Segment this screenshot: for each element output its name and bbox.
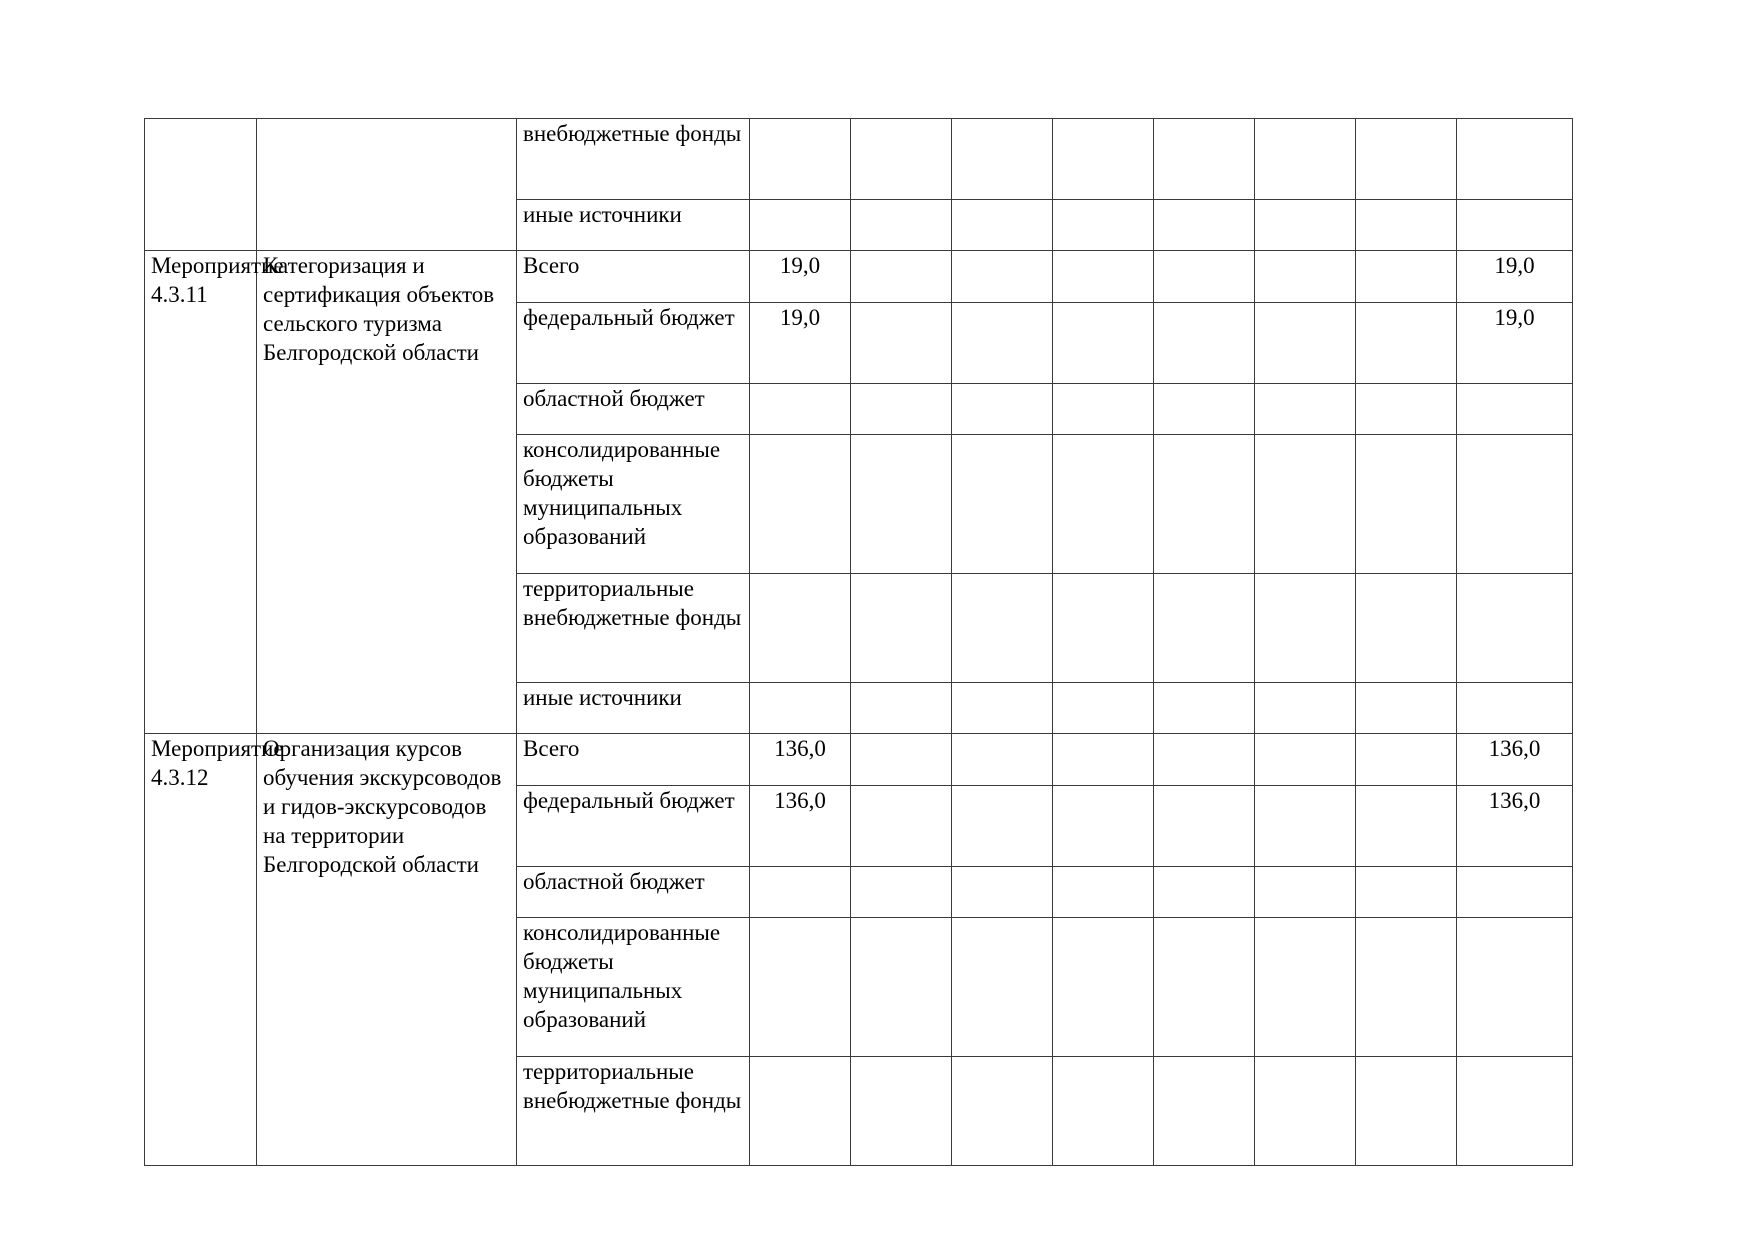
total-value-cell bbox=[750, 384, 851, 435]
value-cell bbox=[851, 119, 952, 200]
source-cell: областной бюджет bbox=[517, 384, 750, 435]
value-cell bbox=[1154, 734, 1255, 786]
total-value-cell: 136,0 bbox=[750, 786, 851, 867]
value-cell bbox=[1356, 683, 1457, 734]
value-cell bbox=[1154, 683, 1255, 734]
total-value-cell: 19,0 bbox=[750, 251, 851, 303]
final-year-value-cell: 136,0 bbox=[1457, 786, 1573, 867]
value-cell bbox=[1053, 734, 1154, 786]
value-cell bbox=[851, 574, 952, 683]
value-cell bbox=[1053, 574, 1154, 683]
value-cell bbox=[1356, 867, 1457, 918]
event-label-cell: Мероприятие 4.3.12 bbox=[145, 734, 257, 1166]
value-cell bbox=[1154, 867, 1255, 918]
value-cell bbox=[1053, 683, 1154, 734]
value-cell bbox=[952, 303, 1053, 384]
total-value-cell bbox=[750, 867, 851, 918]
value-cell bbox=[952, 119, 1053, 200]
source-cell: федеральный бюджет bbox=[517, 786, 750, 867]
total-value-cell bbox=[750, 1057, 851, 1166]
source-cell: федеральный бюджет bbox=[517, 303, 750, 384]
value-cell bbox=[952, 786, 1053, 867]
value-cell bbox=[851, 683, 952, 734]
final-year-value-cell bbox=[1457, 435, 1573, 574]
value-cell bbox=[1356, 119, 1457, 200]
final-year-value-cell bbox=[1457, 1057, 1573, 1166]
value-cell bbox=[1053, 251, 1154, 303]
value-cell bbox=[1255, 1057, 1356, 1166]
final-year-value-cell bbox=[1457, 683, 1573, 734]
value-cell bbox=[1255, 303, 1356, 384]
total-value-cell bbox=[750, 574, 851, 683]
value-cell bbox=[952, 683, 1053, 734]
value-cell bbox=[1356, 384, 1457, 435]
value-cell bbox=[851, 384, 952, 435]
value-cell bbox=[1255, 251, 1356, 303]
value-cell bbox=[1255, 200, 1356, 251]
value-cell bbox=[1255, 683, 1356, 734]
event-title-cell: Организация курсов обучения экскурсоводов и гидов-экскурсоводов на территории Белгородской области bbox=[257, 734, 517, 1166]
value-cell bbox=[1356, 303, 1457, 384]
final-year-value-cell bbox=[1457, 574, 1573, 683]
value-cell bbox=[1154, 384, 1255, 435]
value-cell bbox=[1154, 574, 1255, 683]
total-value-cell: 19,0 bbox=[750, 303, 851, 384]
value-cell bbox=[1255, 119, 1356, 200]
source-cell: внебюджетные фонды bbox=[517, 119, 750, 200]
value-cell bbox=[952, 384, 1053, 435]
value-cell bbox=[1255, 918, 1356, 1057]
value-cell bbox=[952, 734, 1053, 786]
event-title-cell bbox=[257, 119, 517, 251]
final-year-value-cell bbox=[1457, 867, 1573, 918]
value-cell bbox=[952, 918, 1053, 1057]
value-cell bbox=[1356, 918, 1457, 1057]
value-cell bbox=[1053, 786, 1154, 867]
value-cell bbox=[1255, 435, 1356, 574]
value-cell bbox=[750, 200, 851, 251]
source-cell: Всего bbox=[517, 251, 750, 303]
value-cell bbox=[1457, 200, 1573, 251]
value-cell bbox=[1255, 786, 1356, 867]
source-cell: Всего bbox=[517, 734, 750, 786]
final-year-value-cell: 136,0 bbox=[1457, 734, 1573, 786]
value-cell bbox=[851, 786, 952, 867]
value-cell bbox=[1053, 435, 1154, 574]
value-cell bbox=[1154, 918, 1255, 1057]
source-cell: консолидированные бюджеты муниципальных образований bbox=[517, 435, 750, 574]
value-cell bbox=[952, 1057, 1053, 1166]
value-cell bbox=[1053, 1057, 1154, 1166]
total-value-cell bbox=[750, 435, 851, 574]
value-cell bbox=[1053, 119, 1154, 200]
value-cell bbox=[1154, 786, 1255, 867]
total-value-cell: 136,0 bbox=[750, 734, 851, 786]
value-cell bbox=[750, 119, 851, 200]
table-row bbox=[145, 734, 1573, 786]
value-cell bbox=[1255, 734, 1356, 786]
final-year-value-cell: 19,0 bbox=[1457, 303, 1573, 384]
final-year-value-cell bbox=[1457, 384, 1573, 435]
value-cell bbox=[1053, 200, 1154, 251]
value-cell bbox=[1154, 251, 1255, 303]
source-cell: областной бюджет bbox=[517, 867, 750, 918]
event-label-cell bbox=[145, 119, 257, 251]
value-cell bbox=[851, 435, 952, 574]
value-cell bbox=[1356, 786, 1457, 867]
value-cell bbox=[1154, 200, 1255, 251]
value-cell bbox=[851, 251, 952, 303]
value-cell bbox=[1356, 734, 1457, 786]
value-cell bbox=[1154, 435, 1255, 574]
value-cell bbox=[1053, 918, 1154, 1057]
value-cell bbox=[851, 867, 952, 918]
budget-table bbox=[144, 118, 1573, 1166]
value-cell bbox=[1457, 119, 1573, 200]
final-year-value-cell bbox=[1457, 918, 1573, 1057]
value-cell bbox=[952, 574, 1053, 683]
table-row bbox=[145, 251, 1573, 303]
value-cell bbox=[1356, 251, 1457, 303]
source-cell: консолидированные бюджеты муниципальных образований bbox=[517, 918, 750, 1057]
total-value-cell bbox=[750, 683, 851, 734]
value-cell bbox=[1255, 574, 1356, 683]
value-cell bbox=[1356, 1057, 1457, 1166]
value-cell bbox=[1154, 1057, 1255, 1166]
value-cell bbox=[1053, 867, 1154, 918]
value-cell bbox=[1356, 574, 1457, 683]
value-cell bbox=[851, 1057, 952, 1166]
value-cell bbox=[851, 303, 952, 384]
value-cell bbox=[952, 200, 1053, 251]
value-cell bbox=[1154, 303, 1255, 384]
value-cell bbox=[851, 918, 952, 1057]
value-cell bbox=[952, 867, 1053, 918]
total-value-cell bbox=[750, 918, 851, 1057]
value-cell bbox=[952, 251, 1053, 303]
value-cell bbox=[851, 200, 952, 251]
value-cell bbox=[1356, 435, 1457, 574]
value-cell bbox=[1053, 303, 1154, 384]
event-label-cell: Мероприятие 4.3.11 bbox=[145, 251, 257, 734]
value-cell bbox=[1154, 119, 1255, 200]
source-cell: территориальные внебюджетные фонды bbox=[517, 574, 750, 683]
table-row bbox=[145, 119, 1573, 200]
value-cell bbox=[1255, 867, 1356, 918]
event-title-cell: Категоризация и сертификация объектов сельского туризма Белгородской области bbox=[257, 251, 517, 734]
source-cell: территориальные внебюджетные фонды bbox=[517, 1057, 750, 1166]
value-cell bbox=[851, 734, 952, 786]
value-cell bbox=[1356, 200, 1457, 251]
value-cell bbox=[1255, 384, 1356, 435]
final-year-value-cell: 19,0 bbox=[1457, 251, 1573, 303]
value-cell bbox=[1053, 384, 1154, 435]
source-cell: иные источники bbox=[517, 200, 750, 251]
source-cell: иные источники bbox=[517, 683, 750, 734]
value-cell bbox=[952, 435, 1053, 574]
